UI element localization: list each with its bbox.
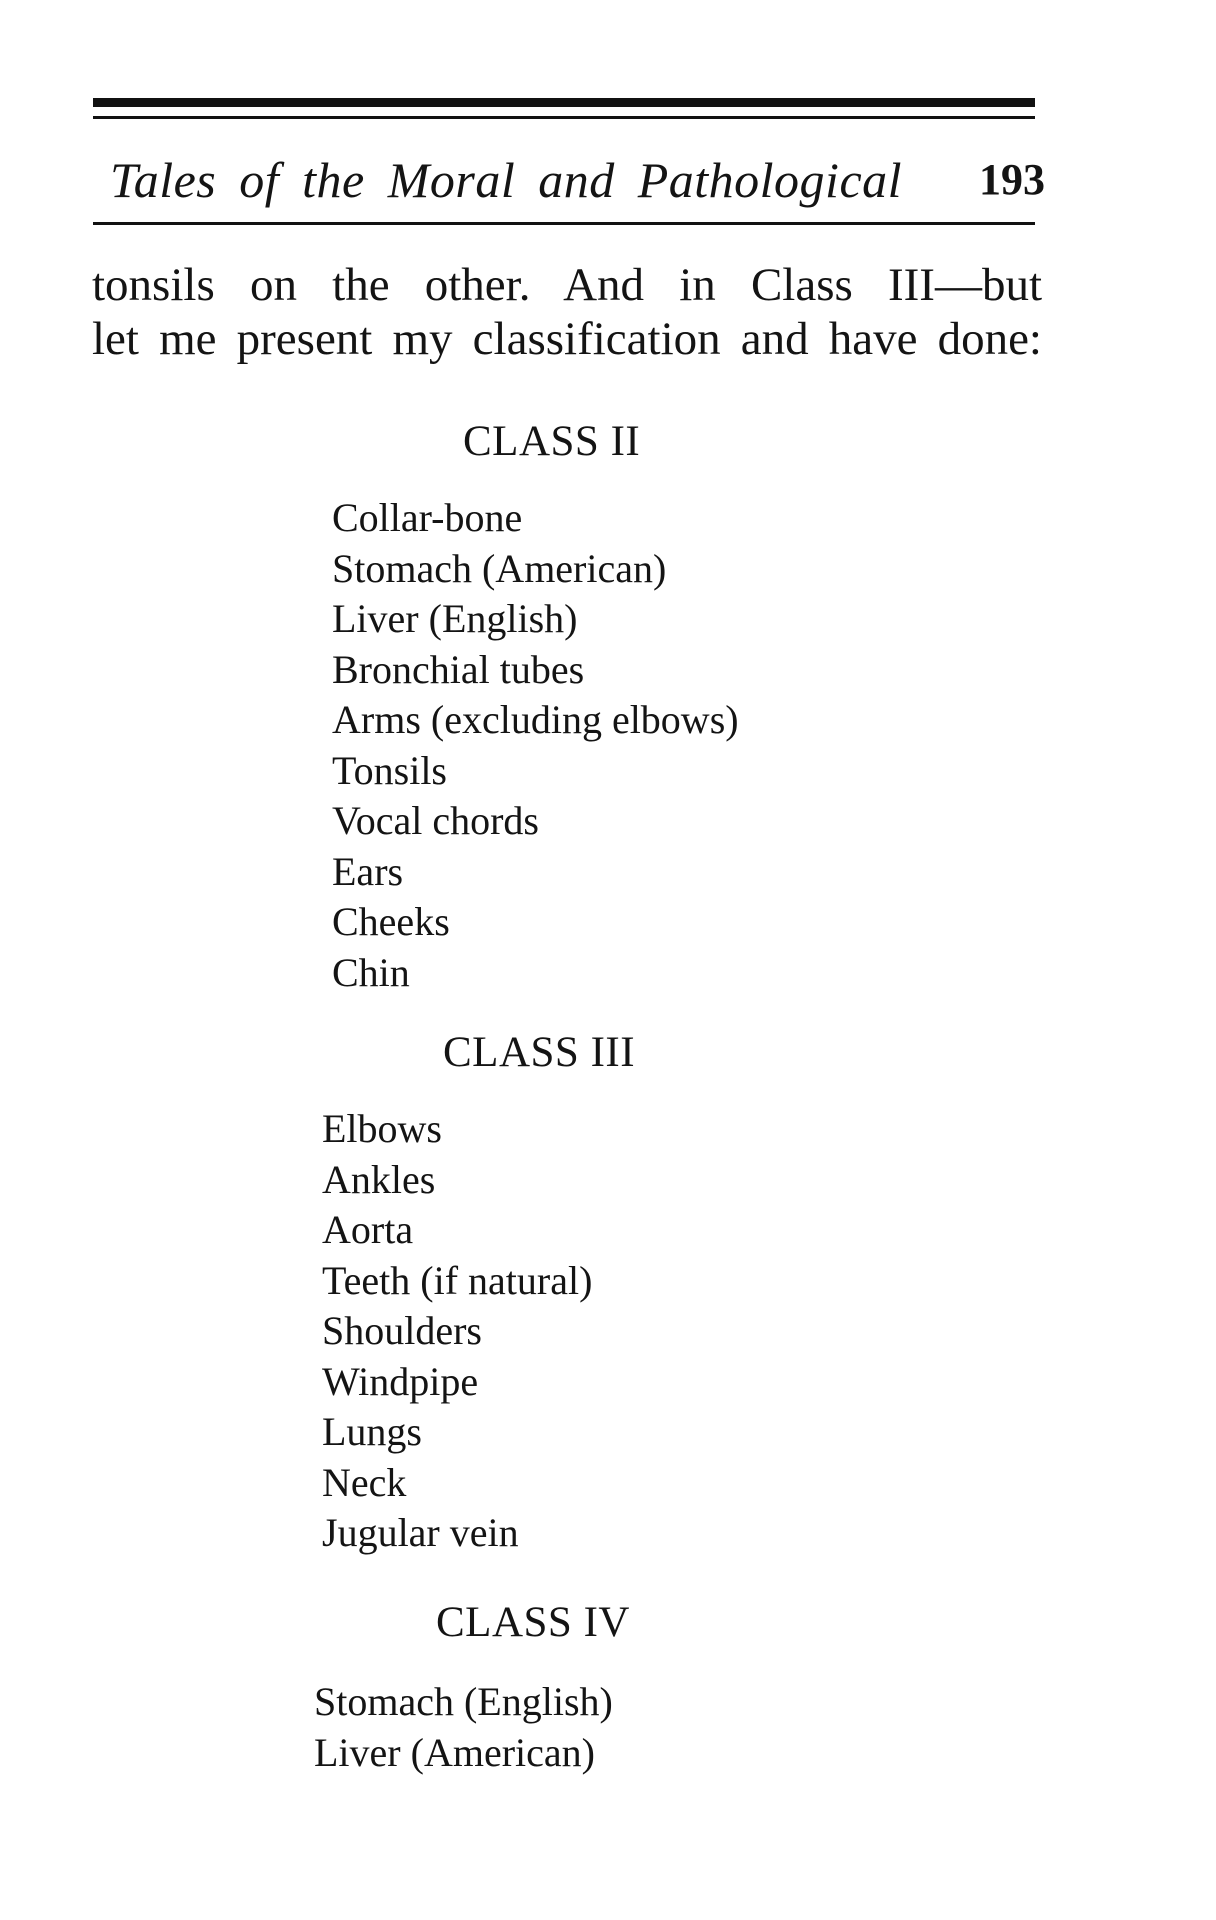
class-iii-list [322,1104,592,1559]
page-number: 193 [979,155,1045,204]
list-item: Stomach (English) [314,1679,613,1724]
list-item: Elbows [322,1106,442,1151]
running-head [110,150,1045,210]
class-ii-list [332,493,739,998]
list-item: Bronchial tubes [332,646,585,692]
class-iii-heading: CLASS III [443,1029,636,1076]
list-item: Windpipe [322,1358,479,1404]
list-item: Neck [322,1459,407,1505]
intro-line: let me present my classification and have done: [92,313,1042,365]
list-item: Tonsils [332,747,447,793]
list-item: Ankles [322,1156,436,1202]
list-item: Shoulders [322,1308,482,1353]
header-rule-thick [93,98,1035,107]
list-item: Ears [332,848,404,894]
running-title: Tales of the Moral and Pathological [110,152,903,208]
list-item: Liver (English) [332,596,578,641]
list-item: Teeth (if natural) [322,1257,593,1303]
class-iv-list [314,1677,613,1778]
intro-paragraph [92,258,1042,366]
class-iv-heading: CLASS IV [436,1599,630,1646]
list-item: Liver (American) [314,1729,595,1775]
header-rule-thin [93,116,1035,119]
list-item: Chin [332,949,410,995]
list-item: Cheeks [332,899,450,944]
intro-line: tonsils on the other. And in Class III—but [92,259,1042,311]
list-item: Jugular vein [322,1510,519,1555]
list-item: Aorta [322,1207,414,1252]
class-ii-heading: CLASS II [463,418,641,465]
list-item: Arms (excluding elbows) [332,697,739,742]
list-item: Vocal chords [332,798,539,843]
header-underline-rule [93,222,1035,225]
list-item: Collar-bone [332,495,523,540]
list-item: Stomach (American) [332,545,667,591]
list-item: Lungs [322,1409,422,1454]
